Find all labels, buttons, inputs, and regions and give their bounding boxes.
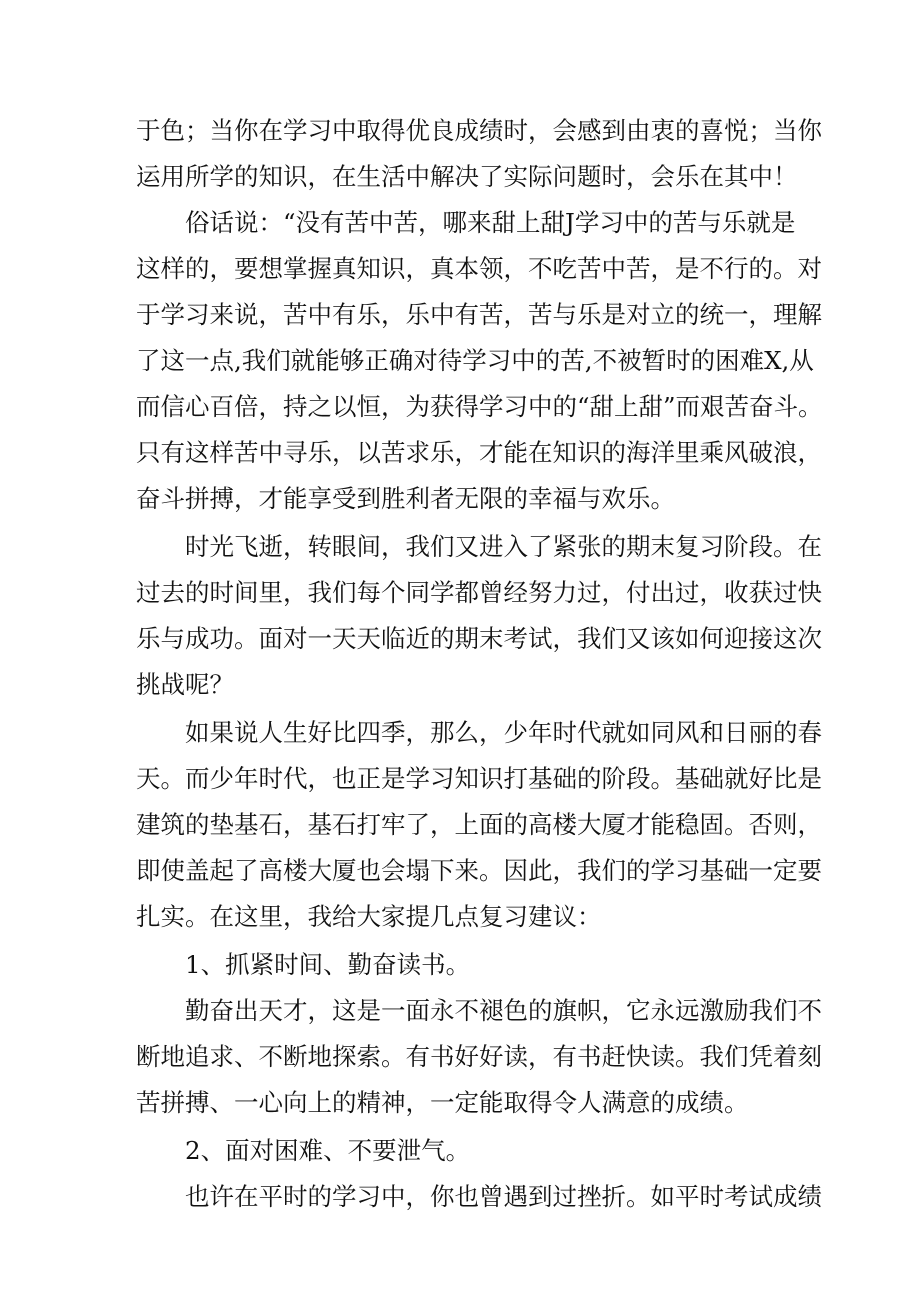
text-line: 了这一点,我们就能够正确对待学习中的苦,不被暂时的困难X,从 <box>136 346 814 375</box>
text-line: 天。而少年时代，也正是学习知识打基础的阶段。基础就好比是 <box>136 764 822 793</box>
text-line: 时光飞逝，转眼间，我们又进入了紧张的期末复习阶段。在 <box>185 532 822 561</box>
text-line: 挑战呢？ <box>136 670 234 699</box>
text-line: 如果说人生好比四季，那么，少年时代就如同风和日丽的春 <box>185 718 822 747</box>
text-line: 2、面对困难、不要泄气。 <box>185 1136 471 1165</box>
text-line: 俗话说：“没有苦中苦，哪来甜上甜J学习中的苦与乐就是 <box>185 208 796 237</box>
text-line: 过去的时间里，我们每个同学都曾经努力过，付出过，收获过快 <box>136 578 822 607</box>
text-line: 运用所学的知识，在生活中解决了实际问题时，会乐在其中！ <box>136 162 798 191</box>
text-line: 1、抓紧时间、勤奋读书。 <box>185 950 471 979</box>
text-line: 即使盖起了高楼大厦也会塌下来。因此，我们的学习基础一定要 <box>136 856 822 885</box>
text-line: 于学习来说，苦中有乐，乐中有苦，苦与乐是对立的统一，理解 <box>136 300 822 329</box>
text-line: 断地追求、不断地探索。有书好好读，有书赶快读。我们凭着刻 <box>136 1042 822 1071</box>
text-line: 这样的，要想掌握真知识，真本领，不吃苦中苦，是不行的。对 <box>136 254 822 283</box>
text-line: 乐与成功。面对一天天临近的期末考试，我们又该如何迎接这次 <box>136 624 822 653</box>
text-line: 也许在平时的学习中，你也曾遇到过挫折。如平时考试成绩 <box>185 1182 822 1211</box>
text-line: 只有这样苦中寻乐，以苦求乐，才能在知识的海洋里乘风破浪， <box>136 438 822 467</box>
text-line: 而信心百倍，持之以恒，为获得学习中的“甜上甜”而艰苦奋斗。 <box>136 392 823 421</box>
text-line: 奋斗拼搏，才能享受到胜利者无限的幸福与欢乐。 <box>136 484 675 513</box>
text-line: 建筑的垫基石，基石打牢了，上面的高楼大厦才能稳固。否则， <box>136 810 822 839</box>
text-line: 勤奋出天才，这是一面永不褪色的旗帜，它永远激励我们不 <box>185 996 822 1025</box>
text-line: 苦拼搏、一心向上的精神，一定能取得令人满意的成绩。 <box>136 1088 749 1117</box>
text-line: 于色；当你在学习中取得优良成绩时，会感到由衷的喜悦；当你 <box>136 116 822 145</box>
text-line: 扎实。在这里，我给大家提几点复习建议： <box>136 902 602 931</box>
